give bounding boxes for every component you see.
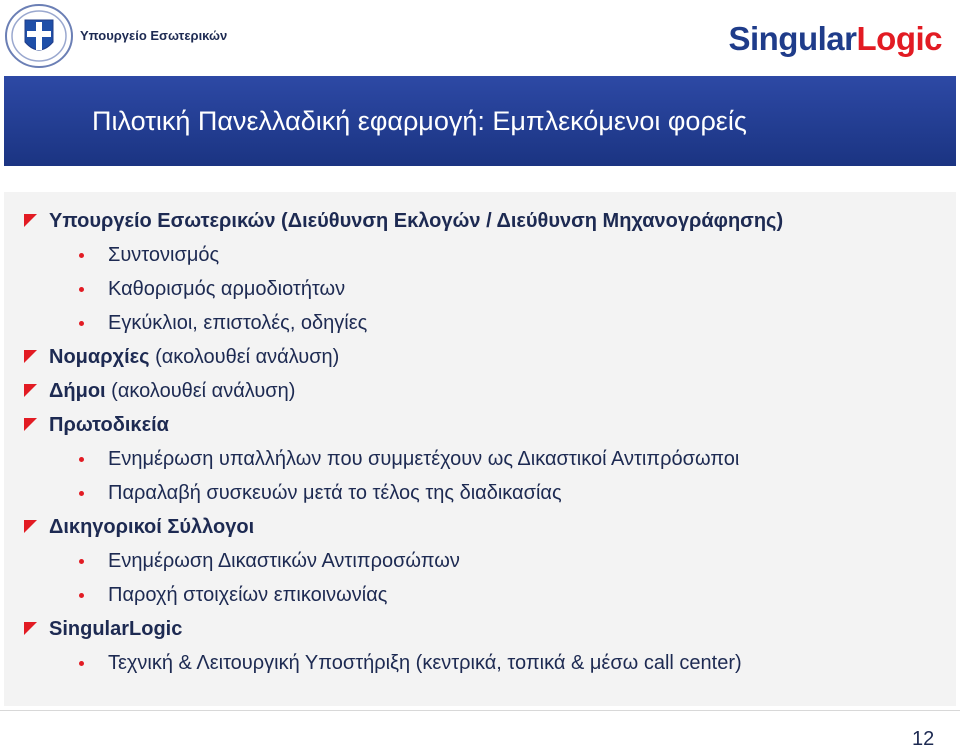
list-item-text: Παροχή στοιχείων επικοινωνίας xyxy=(108,584,388,606)
list-item-bold-text: Πρωτοδικεία xyxy=(49,414,169,436)
list-item-text: Συντονισμός xyxy=(108,244,220,266)
footer-divider xyxy=(0,710,960,711)
dot-bullet-icon xyxy=(79,287,84,292)
list-item-text: Ενημέρωση υπαλλήλων που συμμετέχουν ως Δικαστικοί Αντιπρόσωποι xyxy=(108,448,740,470)
list-item-text: Εγκύκλιοι, επιστολές, οδηγίες xyxy=(108,312,368,334)
triangle-bullet-icon xyxy=(24,520,37,533)
dot-bullet-icon xyxy=(79,661,84,666)
list-item-bold-text: Νομαρχίες xyxy=(49,346,150,368)
dot-bullet-icon xyxy=(79,593,84,598)
greek-coat-of-arms-icon xyxy=(3,2,75,70)
content-panel xyxy=(4,192,956,706)
list-item-rest-text: (ακολουθεί ανάλυση) xyxy=(149,346,340,368)
dot-bullet-icon xyxy=(79,457,84,462)
list-item-text xyxy=(49,340,339,374)
list-item-bold-text: Υπουργείο Εσωτερικών (Διεύθυνση Εκλογών / Διεύθυνση Μηχανογράφησης) xyxy=(49,210,784,232)
list-item-text: Παραλαβή συσκευών μετά το τέλος της διαδικασίας xyxy=(108,482,562,504)
list-item-text: Καθορισμός αρμοδιοτήτων xyxy=(108,278,346,300)
slide-number: 12 xyxy=(912,728,935,750)
singularlogic-logo: SingularLogic xyxy=(728,20,942,57)
dot-bullet-icon xyxy=(79,559,84,564)
triangle-bullet-icon xyxy=(24,384,37,397)
triangle-bullet-icon xyxy=(24,214,37,227)
dot-bullet-icon xyxy=(79,253,84,258)
list-item-bold-text: SingularLogic xyxy=(49,618,183,640)
dot-bullet-icon xyxy=(79,321,84,326)
triangle-bullet-icon xyxy=(24,350,37,363)
dot-bullet-icon xyxy=(79,491,84,496)
list-item-bold-text: Δήμοι xyxy=(49,380,106,402)
list-item-text xyxy=(49,612,182,646)
title-bar xyxy=(4,76,956,166)
list-item-bold-text: Δικηγορικοί Σύλλογοι xyxy=(49,516,255,538)
ministry-label: Υπουργείο Εσωτερικών xyxy=(80,28,228,43)
slide-header xyxy=(0,0,960,78)
list-item-text: Ενημέρωση Δικαστικών Αντιπροσώπων xyxy=(108,550,460,572)
triangle-bullet-icon xyxy=(24,622,37,635)
triangle-bullet-icon xyxy=(24,418,37,431)
list-item-rest-text: (ακολουθεί ανάλυση) xyxy=(105,380,296,402)
list-item-text: Τεχνική & Λειτουργική Υποστήριξη (κεντρικά, τοπικά & μέσω call center) xyxy=(108,652,742,674)
slide-title: Πιλοτική Πανελλαδική εφαρμογή: Εμπλεκόμενοι φορείς xyxy=(92,106,747,136)
list-item-text xyxy=(49,510,254,544)
list-item-text xyxy=(49,204,783,238)
list-item-text xyxy=(49,374,295,408)
list-item-text xyxy=(49,408,169,442)
